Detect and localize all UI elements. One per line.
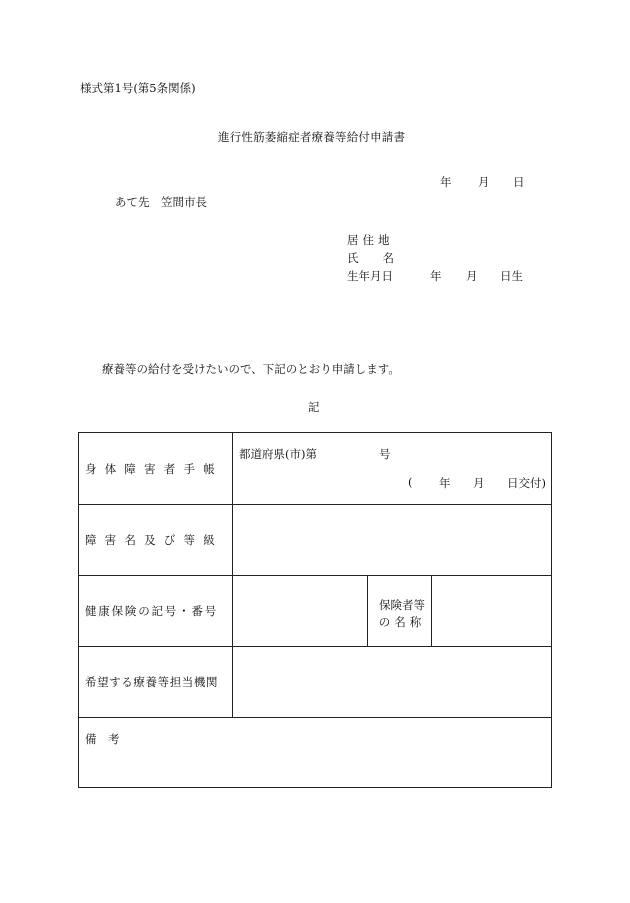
issue-year-label: 年 <box>439 476 451 490</box>
form-number: 様式第1号(第5条関係) <box>80 81 196 95</box>
request-statement: 療養等の給付を受けたいので、下記のとおり申請します。 <box>102 362 400 376</box>
application-form-table <box>78 432 552 788</box>
birth-day-label: 日生 <box>500 269 523 283</box>
insurer-name-label <box>372 597 432 631</box>
birthdate-label: 生年月日 <box>347 269 393 283</box>
name-label-part2: 名 <box>382 251 394 265</box>
birth-year-label: 年 <box>430 269 442 283</box>
disability-handbook-label: 身体障害者手帳 <box>85 462 223 476</box>
birth-month-label: 月 <box>466 269 478 283</box>
insurer-cell-divider <box>367 575 368 646</box>
insurance-number-label: 健康保険の記号・番号 <box>85 604 218 618</box>
addressee: あて先 笠間市長 <box>115 195 207 209</box>
row-divider <box>79 717 551 718</box>
row-divider <box>79 646 551 647</box>
date-year-label: 年 <box>440 175 452 189</box>
name-label-part1: 氏 <box>347 251 359 265</box>
row-divider <box>79 504 551 505</box>
row-divider <box>79 575 551 576</box>
remarks-label: 備 考 <box>85 732 120 746</box>
medical-institution-label: 希望する療養等担当機関 <box>85 675 219 689</box>
address-label: 居住地 <box>347 233 394 247</box>
ki-heading: 記 <box>308 400 320 414</box>
handbook-number-prefix: 都道府県(市)第 <box>239 447 317 461</box>
date-month-label: 月 <box>478 175 490 189</box>
issue-date-open: ( <box>408 475 413 489</box>
issue-day-label: 日交付) <box>507 476 546 490</box>
insurer-label-line2: の名称 <box>378 615 426 629</box>
insurer-label-line1: 保険者等 <box>379 598 425 612</box>
document-title: 進行性筋萎縮症者療養等給付申請書 <box>218 130 406 144</box>
handbook-number-suffix: 号 <box>379 447 391 461</box>
label-column-divider <box>232 433 233 717</box>
name-label <box>347 250 394 266</box>
date-day-label: 日 <box>513 175 525 189</box>
disability-grade-label: 障害名及び等級 <box>85 533 223 547</box>
issue-month-label: 月 <box>473 476 485 490</box>
